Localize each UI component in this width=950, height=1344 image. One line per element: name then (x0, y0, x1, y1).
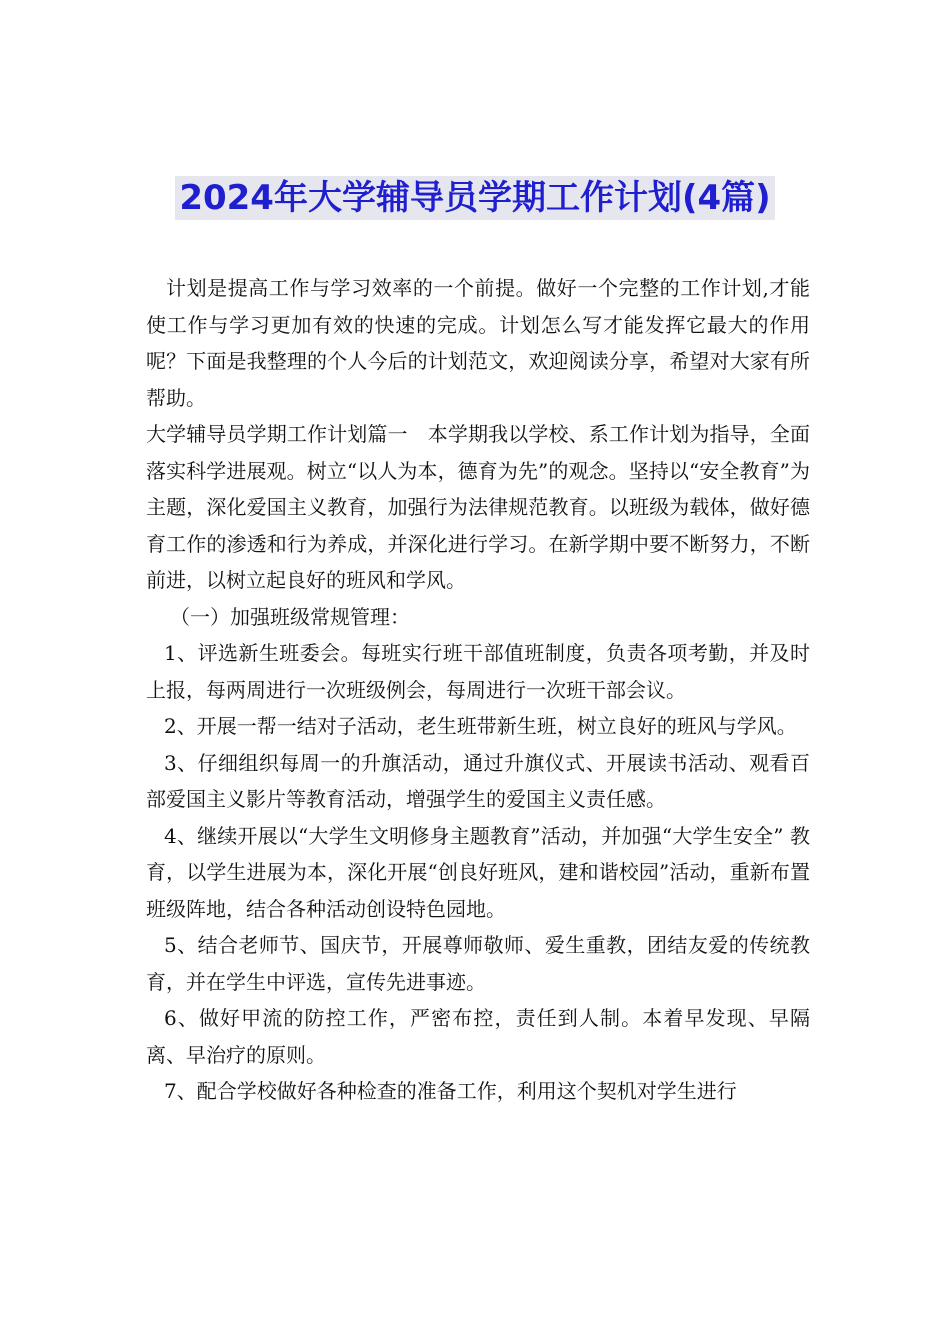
list-item: 7、配合学校做好各种检查的准备工作，利用这个契机对学生进行 (164, 1079, 737, 1103)
subheading: （一）加强班级常规管理： (170, 604, 410, 629)
list-item: 4、继续开展以“大学生文明修身主题教育”活动，并加强“大学生安全” 教育，以学生进展为本，深化开展“创良好班风，建和谐校园”活动，重新布置班级阵地，结合各种活动创设特色园地。 (146, 823, 810, 921)
section-paragraph: 大学辅导员学期工作计划篇一 本学期我以学校、系工作计划为指导，全面落实科学进展观。树立“以人为本，德育为先”的观念。坚持以“安全教育”为主题，深化爱国主义教育，加强行为法律规范教育。以班级为载体，做好德育工作的渗透和行为养成，并深化进行学习。在新学期中要不断努力，不断前进，以树立起良好的班风和学风。 (146, 422, 810, 592)
list-item: 1、评选新生班委会。每班实行班干部值班制度，负责各项考勤，并及时上报，每两周进行一次班级例会，每周进行一次班干部会议。 (146, 641, 810, 702)
list-item: 5、结合老师节、国庆节，开展尊师敬师、爱生重教，团结友爱的传统教育，并在学生中评选，宣传先进事迹。 (146, 933, 810, 994)
list-item: 3、仔细组织每周一的升旗活动，通过升旗仪式、开展读书活动、观看百部爱国主义影片等教育活动，增强学生的爱国主义责任感。 (146, 750, 810, 811)
list-item: 2、开展一帮一结对子活动，老生班带新生班，树立良好的班风与学风。 (164, 714, 797, 738)
title-wrap (0, 176, 950, 220)
document-title: 2024年大学辅导员学期工作计划(4篇) (175, 176, 774, 220)
list-item: 6、做好甲流的防控工作，严密布控，责任到人制。本着早发现、早隔离、早治疗的原则。 (146, 1006, 810, 1067)
document-body (146, 270, 810, 1110)
intro-paragraph: 计划是提高工作与学习效率的一个前提。做好一个完整的工作计划,才能使工作与学习更加有效的快速的完成。计划怎么写才能发挥它最大的作用呢？下面是我整理的个人今后的计划范文，欢迎阅读分享，希望对大家有所帮助。 (146, 276, 810, 410)
